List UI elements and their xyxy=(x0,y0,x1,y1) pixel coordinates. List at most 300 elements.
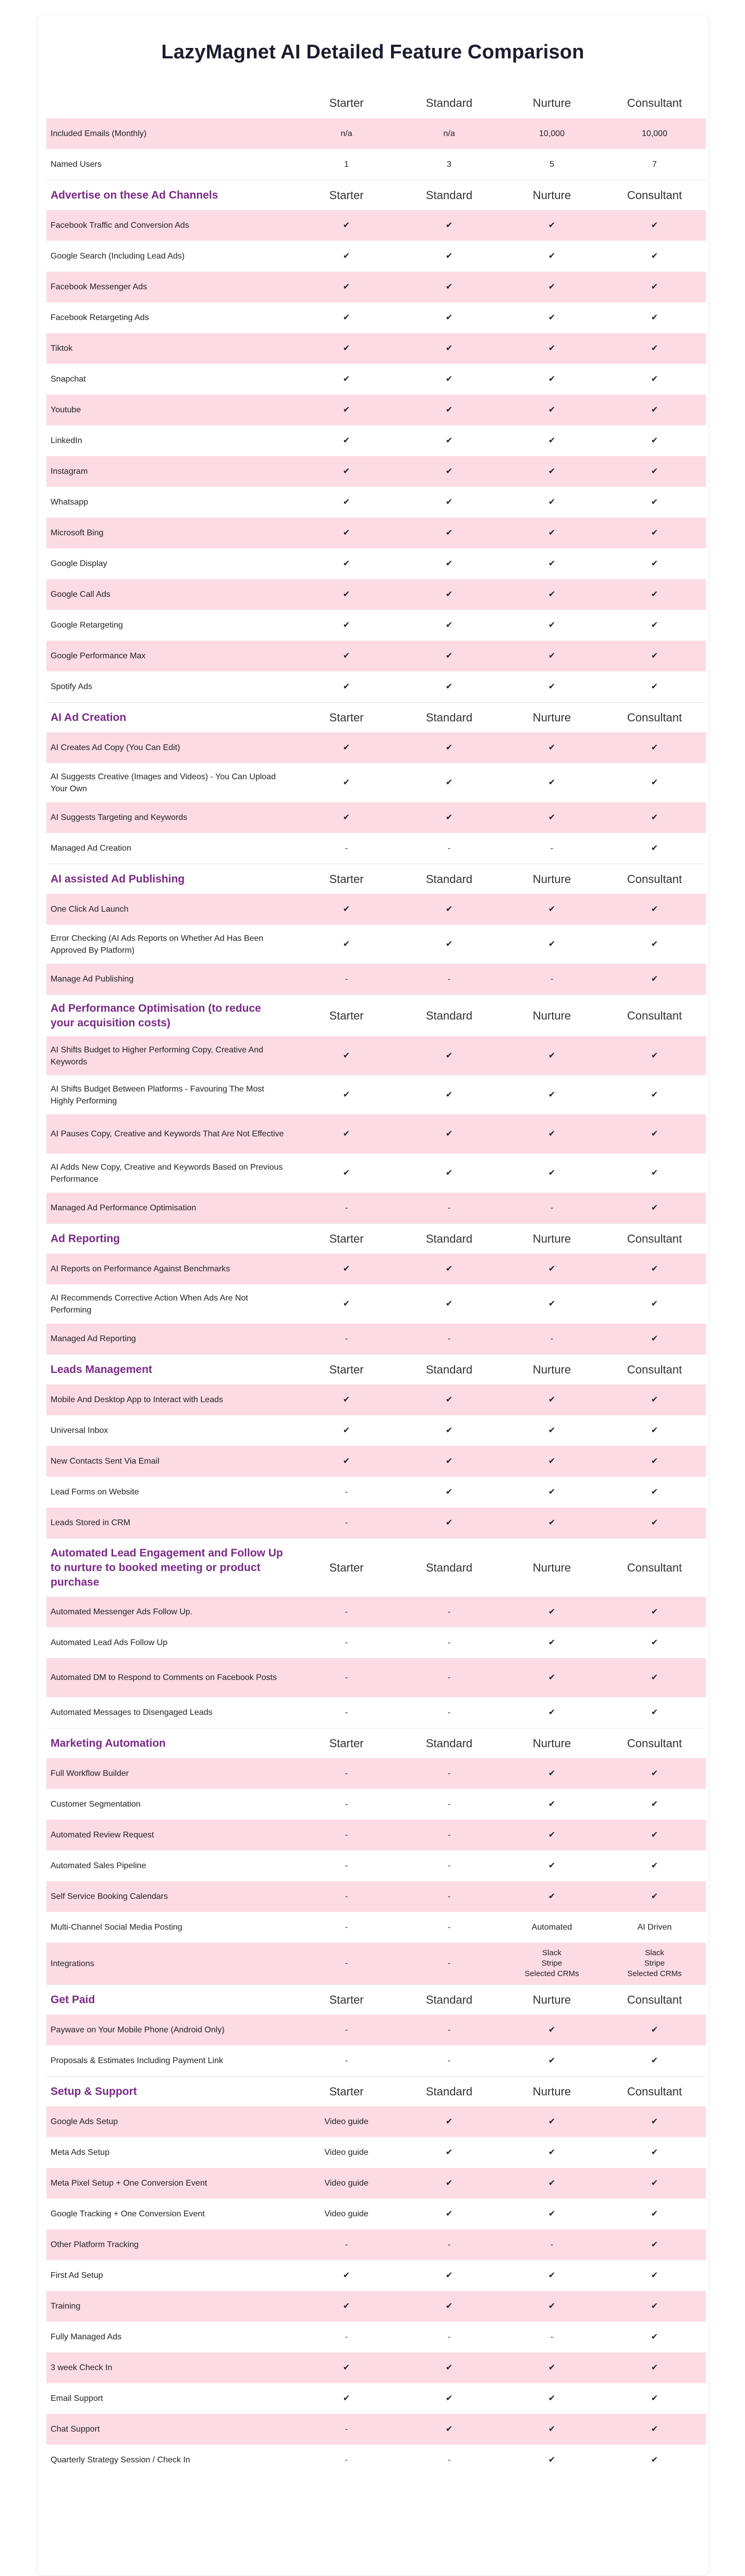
checkmark-icon-standard: ✔ xyxy=(445,2424,453,2434)
checkmark-icon-nurture: ✔ xyxy=(548,1892,556,1901)
checkmark-icon-nurture: ✔ xyxy=(548,904,556,914)
checkmark-icon-consultant: ✔ xyxy=(651,1129,658,1138)
plan-header-nurture: Nurture xyxy=(532,1363,571,1376)
checkmark-icon-starter: ✔ xyxy=(343,1299,350,1308)
feature-label: Named Users xyxy=(51,160,102,169)
checkmark-icon-nurture: ✔ xyxy=(548,1799,556,1809)
plan-header-standard: Standard xyxy=(425,710,473,724)
checkmark-icon-consultant: ✔ xyxy=(651,2240,658,2249)
checkmark-icon-nurture: ✔ xyxy=(548,813,556,822)
section-title: Get Paid xyxy=(51,1993,95,2006)
feature-row-facebook-retargeting-ads xyxy=(46,302,706,333)
section-header-get-paid xyxy=(46,1984,706,2015)
checkmark-icon-starter: ✔ xyxy=(343,1090,350,1099)
plan-header-consultant: Consultant xyxy=(627,188,682,202)
feature-label: Microsoft Bing xyxy=(51,529,104,537)
feature-row-self-service-booking-calendars xyxy=(46,1881,706,1912)
plan-header-consultant: Consultant xyxy=(627,872,682,886)
checkmark-icon-consultant: ✔ xyxy=(651,2025,658,2034)
checkmark-icon-consultant: ✔ xyxy=(651,528,658,537)
feature-label: LinkedIn xyxy=(51,436,82,445)
not-included-standard: - xyxy=(447,1830,451,1839)
checkmark-icon-consultant: ✔ xyxy=(651,282,658,291)
section-title: Advertise on these Ad Channels xyxy=(51,189,218,201)
feature-label: AI Suggests Targeting and Keywords xyxy=(51,813,188,822)
checkmark-icon-nurture: ✔ xyxy=(548,743,556,752)
checkmark-icon-standard: ✔ xyxy=(445,313,453,322)
checkmark-icon-consultant: ✔ xyxy=(651,1487,658,1496)
feature-row-quarterly-strategy-session-check-in xyxy=(46,2445,706,2475)
feature-row-ai-recommends-corrective-action-when-ads-are-not xyxy=(46,1284,706,1323)
feature-label: Google Retargeting xyxy=(51,621,123,630)
checkmark-icon-consultant: ✔ xyxy=(651,1090,658,1099)
checkmark-icon-starter: ✔ xyxy=(343,778,350,787)
checkmark-icon-nurture: ✔ xyxy=(548,1769,556,1778)
checkmark-icon-consultant: ✔ xyxy=(651,436,658,445)
plan-header-starter: Starter xyxy=(329,1993,364,2006)
feature-row-multi-channel-social-media-posting xyxy=(46,1912,706,1943)
feature-row-ai-shifts-budget-to-higher-performing-copy-creat xyxy=(46,1036,706,1075)
feature-label: First Ad Setup xyxy=(51,2271,103,2280)
value-starter: Video guide xyxy=(324,2178,369,2188)
feature-label: Fully Managed Ads xyxy=(51,2333,122,2341)
checkmark-icon-nurture: ✔ xyxy=(548,1638,556,1647)
checkmark-icon-starter: ✔ xyxy=(343,2271,350,2280)
not-included-starter: - xyxy=(345,1799,348,1809)
plan-header-nurture: Nurture xyxy=(532,1561,571,1574)
section-title: Leads Management xyxy=(51,1363,152,1376)
checkmark-icon-consultant: ✔ xyxy=(651,974,658,984)
section-header-ai-ad-creation xyxy=(46,702,706,732)
checkmark-icon-nurture: ✔ xyxy=(548,1129,556,1138)
checkmark-icon-starter: ✔ xyxy=(343,743,350,752)
feature-row-youtube xyxy=(46,395,706,425)
checkmark-icon-starter: ✔ xyxy=(343,282,350,291)
checkmark-icon-consultant: ✔ xyxy=(651,1395,658,1404)
checkmark-icon-starter: ✔ xyxy=(343,344,350,353)
plan-header-starter: Starter xyxy=(329,1561,364,1574)
not-included-nurture: - xyxy=(550,2332,554,2341)
feature-label: Training xyxy=(51,2302,81,2311)
checkmark-icon-consultant: ✔ xyxy=(651,1861,658,1870)
feature-row-named-users xyxy=(46,149,706,180)
checkmark-icon-consultant: ✔ xyxy=(651,405,658,414)
checkmark-icon-nurture: ✔ xyxy=(548,1830,556,1839)
feature-label: Automated DM to Respond to Comments on Facebook Posts xyxy=(51,1673,277,1682)
checkmark-icon-nurture: ✔ xyxy=(548,2394,556,2403)
checkmark-icon-consultant: ✔ xyxy=(651,1299,658,1308)
feature-row-training xyxy=(46,2291,706,2322)
section-title: AI assisted Ad Publishing xyxy=(51,873,185,885)
feature-label: Full Workflow Builder xyxy=(51,1769,129,1778)
not-included-nurture: - xyxy=(550,974,554,984)
checkmark-icon-consultant: ✔ xyxy=(651,1051,658,1060)
section-header-leads-management xyxy=(46,1354,706,1384)
feature-row-ai-suggests-creative-images-and-videos-you-can-u xyxy=(46,763,706,802)
checkmark-icon-standard: ✔ xyxy=(445,374,453,384)
checkmark-icon-nurture: ✔ xyxy=(548,1607,556,1616)
feature-row-ai-pauses-copy-creative-and-keywords-that-are-no xyxy=(46,1114,706,1154)
checkmark-icon-nurture: ✔ xyxy=(548,344,556,353)
not-included-starter: - xyxy=(345,2240,348,2249)
checkmark-icon-nurture: ✔ xyxy=(548,313,556,322)
checkmark-icon-nurture: ✔ xyxy=(548,1673,556,1682)
feature-row-tiktok xyxy=(46,333,706,364)
not-included-standard: - xyxy=(447,1708,451,1717)
checkmark-icon-standard: ✔ xyxy=(445,682,453,691)
feature-label: Facebook Retargeting Ads xyxy=(51,313,149,322)
feature-label: Automated Review Request xyxy=(51,1831,154,1839)
feature-row-ai-creates-ad-copy-you-can-edit xyxy=(46,732,706,763)
feature-row-ai-suggests-targeting-and-keywords xyxy=(46,802,706,833)
checkmark-icon-nurture: ✔ xyxy=(548,467,556,476)
checkmark-icon-standard: ✔ xyxy=(445,2271,453,2280)
checkmark-icon-starter: ✔ xyxy=(343,313,350,322)
checkmark-icon-starter: ✔ xyxy=(343,497,350,507)
not-included-starter: - xyxy=(345,974,348,984)
feature-label: AI Creates Ad Copy (You Can Edit) xyxy=(51,743,180,752)
feature-row-snapchat xyxy=(46,364,706,395)
not-included-starter: - xyxy=(345,1830,348,1839)
plan-header-starter: Starter xyxy=(329,96,364,109)
feature-row-leads-stored-in-crm xyxy=(46,1507,706,1538)
feature-label: Managed Ad Performance Optimisation xyxy=(51,1204,197,1212)
not-included-standard: - xyxy=(447,1673,451,1682)
not-included-standard: - xyxy=(447,2455,451,2464)
checkmark-icon-standard: ✔ xyxy=(445,1129,453,1138)
checkmark-icon-nurture: ✔ xyxy=(548,1518,556,1527)
feature-row-linkedin xyxy=(46,425,706,456)
plan-header-standard: Standard xyxy=(425,1009,473,1022)
checkmark-icon-consultant: ✔ xyxy=(651,1264,658,1273)
checkmark-icon-nurture: ✔ xyxy=(548,2301,556,2311)
value-consultant: 7 xyxy=(652,160,657,169)
checkmark-icon-consultant: ✔ xyxy=(651,620,658,630)
plan-header-consultant: Consultant xyxy=(627,1561,682,1574)
plan-header-consultant: Consultant xyxy=(627,1363,682,1376)
checkmark-icon-starter: ✔ xyxy=(343,1264,350,1273)
checkmark-icon-nurture: ✔ xyxy=(548,1456,556,1466)
feature-row-integrations xyxy=(46,1943,706,1984)
checkmark-icon-nurture: ✔ xyxy=(548,2056,556,2065)
checkmark-icon-starter: ✔ xyxy=(343,374,350,384)
not-included-starter: - xyxy=(345,2025,348,2034)
checkmark-icon-starter: ✔ xyxy=(343,467,350,476)
checkmark-icon-standard: ✔ xyxy=(445,1518,453,1527)
feature-label: Snapchat xyxy=(51,375,86,384)
checkmark-icon-nurture: ✔ xyxy=(548,651,556,660)
checkmark-icon-standard: ✔ xyxy=(445,497,453,507)
feature-label: Paywave on Your Mobile Phone (Android Only) xyxy=(51,2026,225,2034)
checkmark-icon-consultant: ✔ xyxy=(651,2363,658,2372)
checkmark-icon-consultant: ✔ xyxy=(651,682,658,691)
checkmark-icon-starter: ✔ xyxy=(343,1395,350,1404)
feature-label: Universal Inbox xyxy=(51,1426,108,1435)
feature-row-paywave-on-your-mobile-phone-android-only xyxy=(46,2015,706,2045)
checkmark-icon-consultant: ✔ xyxy=(651,1607,658,1616)
checkmark-icon-consultant: ✔ xyxy=(651,2332,658,2341)
feature-row-ai-reports-on-performance-against-benchmarks xyxy=(46,1254,706,1284)
feature-label: Included Emails (Monthly) xyxy=(51,129,147,138)
feature-label: New Contacts Sent Via Email xyxy=(51,1457,160,1466)
plan-header-standard: Standard xyxy=(425,1363,473,1376)
checkmark-icon-consultant: ✔ xyxy=(651,1638,658,1647)
checkmark-icon-consultant: ✔ xyxy=(651,1203,658,1212)
plan-header-standard: Standard xyxy=(425,1736,473,1750)
feature-label: Email Support xyxy=(51,2394,103,2403)
checkmark-icon-consultant: ✔ xyxy=(651,1830,658,1839)
not-included-starter: - xyxy=(345,2056,348,2065)
feature-label: Google Search (Including Lead Ads) xyxy=(51,252,185,261)
not-included-starter: - xyxy=(345,1708,348,1717)
checkmark-icon-consultant: ✔ xyxy=(651,2394,658,2403)
checkmark-icon-standard: ✔ xyxy=(445,2394,453,2403)
checkmark-icon-standard: ✔ xyxy=(445,436,453,445)
not-included-starter: - xyxy=(345,1922,348,1932)
not-included-standard: - xyxy=(447,974,451,984)
not-included-starter: - xyxy=(345,1203,348,1212)
feature-row-google-tracking-one-conversion-event xyxy=(46,2199,706,2229)
checkmark-icon-nurture: ✔ xyxy=(548,778,556,787)
plan-header-consultant: Consultant xyxy=(627,1009,682,1022)
plan-header-standard: Standard xyxy=(425,1561,473,1574)
checkmark-icon-consultant: ✔ xyxy=(651,1426,658,1435)
not-included-standard: - xyxy=(447,1892,451,1901)
plan-header-nurture: Nurture xyxy=(532,1009,571,1022)
not-included-standard: - xyxy=(447,1922,451,1932)
checkmark-icon-standard: ✔ xyxy=(445,904,453,914)
checkmark-icon-consultant: ✔ xyxy=(651,2148,658,2157)
checkmark-icon-consultant: ✔ xyxy=(651,939,658,949)
checkmark-icon-starter: ✔ xyxy=(343,2394,350,2403)
section-title: Setup & Support xyxy=(51,2085,137,2097)
checkmark-icon-nurture: ✔ xyxy=(548,2271,556,2280)
feature-label: Lead Forms on Website xyxy=(51,1488,139,1496)
checkmark-icon-consultant: ✔ xyxy=(651,251,658,261)
checkmark-icon-consultant: ✔ xyxy=(651,2424,658,2434)
feature-label: Youtube xyxy=(51,406,81,414)
checkmark-icon-nurture: ✔ xyxy=(548,1708,556,1717)
plan-header-consultant: Consultant xyxy=(627,1736,682,1750)
checkmark-icon-nurture: ✔ xyxy=(548,2455,556,2464)
value-consultant: 10,000 xyxy=(642,129,667,138)
not-included-starter: - xyxy=(345,1487,348,1496)
feature-label: Chat Support xyxy=(51,2425,100,2434)
checkmark-icon-nurture: ✔ xyxy=(548,1051,556,1060)
section-header-ad-performance-optimisation-to-reduce-your-acqui xyxy=(46,995,706,1036)
checkmark-icon-starter: ✔ xyxy=(343,1456,350,1466)
value-starter: Video guide xyxy=(324,2148,369,2157)
not-included-nurture: - xyxy=(550,1334,554,1343)
not-included-nurture: - xyxy=(550,2240,554,2249)
checkmark-icon-nurture: ✔ xyxy=(548,282,556,291)
checkmark-icon-nurture: ✔ xyxy=(548,497,556,507)
checkmark-icon-consultant: ✔ xyxy=(651,344,658,353)
plan-header-nurture: Nurture xyxy=(532,188,571,202)
checkmark-icon-standard: ✔ xyxy=(445,528,453,537)
checkmark-icon-consultant: ✔ xyxy=(651,1334,658,1343)
checkmark-icon-nurture: ✔ xyxy=(548,2178,556,2188)
value-starter: Video guide xyxy=(324,2209,369,2218)
plan-header-consultant: Consultant xyxy=(627,710,682,724)
feature-row-whatsapp xyxy=(46,487,706,518)
checkmark-icon-standard: ✔ xyxy=(445,939,453,949)
plan-header-nurture: Nurture xyxy=(532,1993,571,2006)
checkmark-icon-starter: ✔ xyxy=(343,436,350,445)
checkmark-icon-standard: ✔ xyxy=(445,344,453,353)
feature-row-managed-ad-creation xyxy=(46,833,706,864)
checkmark-icon-consultant: ✔ xyxy=(651,813,658,822)
checkmark-icon-consultant: ✔ xyxy=(651,2209,658,2218)
value-nurture: Slack Stripe Selected CRMs xyxy=(524,1948,579,1978)
checkmark-icon-nurture: ✔ xyxy=(548,1168,556,1177)
feature-row-google-ads-setup xyxy=(46,2106,706,2137)
checkmark-icon-consultant: ✔ xyxy=(651,1769,658,1778)
value-nurture: Automated xyxy=(531,1922,572,1932)
feature-label: Whatsapp xyxy=(51,498,89,507)
feature-label: Tiktok xyxy=(51,344,73,353)
feature-row-ai-adds-new-copy-creative-and-keywords-based-on- xyxy=(46,1154,706,1193)
feature-row-email-support xyxy=(46,2383,706,2414)
checkmark-icon-consultant: ✔ xyxy=(651,651,658,660)
plan-header-standard: Standard xyxy=(425,96,473,109)
section-title: Ad Reporting xyxy=(51,1232,120,1245)
not-included-starter: - xyxy=(345,1607,348,1616)
checkmark-icon-nurture: ✔ xyxy=(548,1861,556,1870)
checkmark-icon-consultant: ✔ xyxy=(651,2301,658,2311)
plans-header-row xyxy=(46,88,706,118)
plan-header-nurture: Nurture xyxy=(532,96,571,109)
page-title: LazyMagnet AI Detailed Feature Comparison xyxy=(161,41,584,63)
not-included-standard: - xyxy=(447,2240,451,2249)
value-nurture: 10,000 xyxy=(539,129,565,138)
plan-header-standard: Standard xyxy=(425,1232,473,1245)
checkmark-icon-standard: ✔ xyxy=(445,620,453,630)
checkmark-icon-standard: ✔ xyxy=(445,813,453,822)
checkmark-icon-starter: ✔ xyxy=(343,620,350,630)
plan-header-nurture: Nurture xyxy=(532,1736,571,1750)
not-included-starter: - xyxy=(345,1638,348,1647)
checkmark-icon-nurture: ✔ xyxy=(548,2424,556,2434)
checkmark-icon-nurture: ✔ xyxy=(548,405,556,414)
checkmark-icon-consultant: ✔ xyxy=(651,220,658,230)
plan-header-standard: Standard xyxy=(425,1993,473,2006)
checkmark-icon-starter: ✔ xyxy=(343,2363,350,2372)
plan-header-starter: Starter xyxy=(329,1232,364,1245)
not-included-starter: - xyxy=(345,1518,348,1527)
feature-label: Automated Messages to Disengaged Leads xyxy=(51,1708,213,1717)
plan-header-starter: Starter xyxy=(329,1736,364,1750)
checkmark-icon-starter: ✔ xyxy=(343,405,350,414)
feature-row-facebook-traffic-and-conversion-ads xyxy=(46,210,706,241)
checkmark-icon-consultant: ✔ xyxy=(651,904,658,914)
checkmark-icon-nurture: ✔ xyxy=(548,620,556,630)
plan-header-starter: Starter xyxy=(329,1009,364,1022)
feature-row-proposals-estimates-including-payment-link xyxy=(46,2045,706,2076)
feature-label: Automated Sales Pipeline xyxy=(51,1861,146,1870)
not-included-starter: - xyxy=(345,2332,348,2341)
section-title: Marketing Automation xyxy=(51,1737,166,1749)
not-included-starter: - xyxy=(345,1959,348,1968)
feature-label: AI Suggests Creative (Images and Videos) - You Can Upload Your Own xyxy=(51,772,276,793)
not-included-standard: - xyxy=(447,1203,451,1212)
feature-row-google-display xyxy=(46,548,706,579)
plan-header-consultant: Consultant xyxy=(627,2084,682,2098)
checkmark-icon-consultant: ✔ xyxy=(651,2178,658,2188)
checkmark-icon-standard: ✔ xyxy=(445,2117,453,2126)
not-included-standard: - xyxy=(447,1607,451,1616)
checkmark-icon-nurture: ✔ xyxy=(548,251,556,261)
checkmark-icon-standard: ✔ xyxy=(445,1051,453,1060)
checkmark-icon-standard: ✔ xyxy=(445,251,453,261)
not-included-starter: - xyxy=(345,1334,348,1343)
checkmark-icon-starter: ✔ xyxy=(343,559,350,568)
checkmark-icon-nurture: ✔ xyxy=(548,436,556,445)
feature-label: Google Ads Setup xyxy=(51,2117,118,2126)
feature-row-managed-ad-performance-optimisation xyxy=(46,1193,706,1223)
checkmark-icon-starter: ✔ xyxy=(343,1168,350,1177)
value-consultant: AI Driven xyxy=(637,1922,672,1932)
checkmark-icon-consultant: ✔ xyxy=(651,2271,658,2280)
feature-label: AI Pauses Copy, Creative and Keywords That Are Not Effective xyxy=(51,1130,284,1138)
checkmark-icon-consultant: ✔ xyxy=(651,1456,658,1466)
feature-label: Facebook Messenger Ads xyxy=(51,283,147,291)
checkmark-icon-consultant: ✔ xyxy=(651,2056,658,2065)
feature-label: Quarterly Strategy Session / Check In xyxy=(51,2456,190,2464)
checkmark-icon-standard: ✔ xyxy=(445,2178,453,2188)
feature-label: Self Service Booking Calendars xyxy=(51,1892,168,1901)
checkmark-icon-consultant: ✔ xyxy=(651,1168,658,1177)
not-included-starter: - xyxy=(345,2455,348,2464)
checkmark-icon-starter: ✔ xyxy=(343,904,350,914)
feature-label: Meta Pixel Setup + One Conversion Event xyxy=(51,2179,207,2188)
plan-header-standard: Standard xyxy=(425,872,473,886)
feature-label: Meta Ads Setup xyxy=(51,2148,109,2157)
feature-label: Customer Segmentation xyxy=(51,1800,141,1809)
feature-label: Integrations xyxy=(51,1959,94,1968)
checkmark-icon-standard: ✔ xyxy=(445,559,453,568)
plan-header-nurture: Nurture xyxy=(532,872,571,886)
feature-row-microsoft-bing xyxy=(46,518,706,548)
checkmark-icon-nurture: ✔ xyxy=(548,1090,556,1099)
feature-row-mobile-and-desktop-app-to-interact-with-leads xyxy=(46,1384,706,1415)
feature-label: Other Platform Tracking xyxy=(51,2240,139,2249)
feature-row-customer-segmentation xyxy=(46,1789,706,1820)
feature-row-automated-messenger-ads-follow-up xyxy=(46,1597,706,1627)
checkmark-icon-consultant: ✔ xyxy=(651,374,658,384)
section-title: Automated Lead Engagement and Follow Up to nurture to booked meeting or product purchase xyxy=(51,1547,283,1588)
feature-row-ai-shifts-budget-between-platforms-favouring-the xyxy=(46,1075,706,1114)
checkmark-icon-nurture: ✔ xyxy=(548,1426,556,1435)
checkmark-icon-starter: ✔ xyxy=(343,1129,350,1138)
value-starter: Video guide xyxy=(324,2117,369,2126)
checkmark-icon-nurture: ✔ xyxy=(548,2209,556,2218)
checkmark-icon-consultant: ✔ xyxy=(651,313,658,322)
not-included-standard: - xyxy=(447,1638,451,1647)
value-starter: 1 xyxy=(344,160,349,169)
checkmark-icon-consultant: ✔ xyxy=(651,497,658,507)
section-header-ad-reporting xyxy=(46,1223,706,1254)
checkmark-icon-starter: ✔ xyxy=(343,2301,350,2311)
feature-row-meta-pixel-setup-one-conversion-event xyxy=(46,2168,706,2199)
feature-row-chat-support xyxy=(46,2414,706,2445)
plan-header-nurture: Nurture xyxy=(532,2084,571,2098)
feature-label: 3 week Check In xyxy=(51,2363,113,2372)
section-header-setup-support xyxy=(46,2076,706,2106)
checkmark-icon-starter: ✔ xyxy=(343,220,350,230)
feature-label: Google Tracking + One Conversion Event xyxy=(51,2210,205,2218)
feature-label: Google Call Ads xyxy=(51,590,111,599)
